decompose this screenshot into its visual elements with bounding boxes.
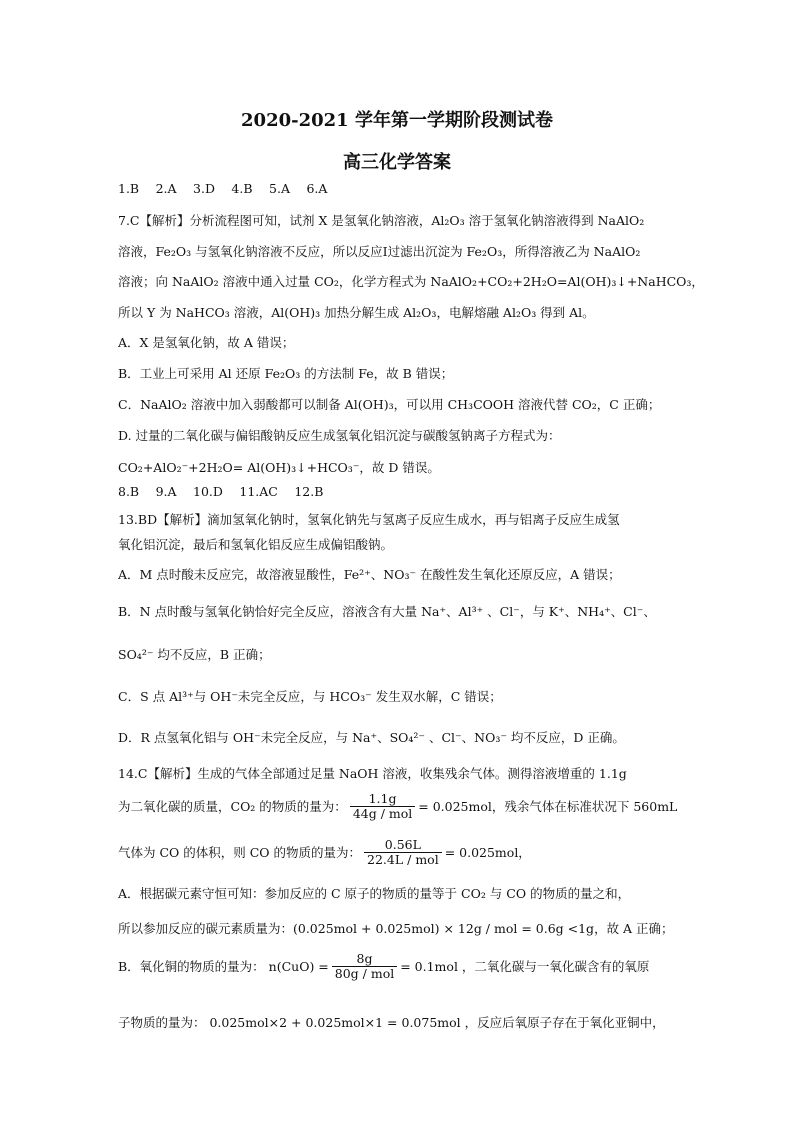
q14-option-a-2: 所以参加反应的碳元素质量为：(0.025mol + 0.025mol) × 12g / mol = 0.6g <1g，故 A 正确； xyxy=(118,921,674,936)
q7-option-a: A．X 是氢氧化钠，故 A 错误； xyxy=(118,335,295,350)
q7-option-d-2: CO₂+AlO₂⁻+2H₂O= Al(OH)₃↓+HCO₃⁻，故 D 错误。 xyxy=(118,460,440,475)
fraction-denominator: 80g / mol xyxy=(334,966,395,981)
answer-line-8-12: 8.B 9.A 10.D 11.AC 12.B xyxy=(118,484,324,499)
fraction-denominator: 22.4L / mol xyxy=(367,852,439,867)
fraction-numerator: 8g xyxy=(332,952,397,967)
q13-line-2: 氧化铝沉淀，最后和氢氧化铝反应生成偏铝酸钠。 xyxy=(118,537,394,552)
q14-option-a-1: A．根据碳元素守恒可知：参加反应的 C 原子的物质的量等于 CO₂ 与 CO 的物质的量之和， xyxy=(118,886,631,901)
q14-line-3-suffix: = 0.025mol， xyxy=(444,844,531,860)
co2-moles-fraction xyxy=(350,792,415,821)
q7-line-4: 所以 Y 为 NaHCO₃ 溶液，Al(OH)₃ 加热分解生成 Al₂O₃，电解熔融 Al₂O₃ 得到 Al。 xyxy=(118,305,595,320)
q14-line-1: 14.C【解析】生成的气体全部通过足量 NaOH 溶液，收集残余气体。测得溶液增重的 1.1g xyxy=(118,766,627,781)
page-title: 2020-2021 学年第一学期阶段测试卷 xyxy=(241,110,553,131)
q14-line-2-prefix: 为二氧化碳的质量，CO₂ 的物质的量为： xyxy=(118,798,347,814)
cuo-moles-fraction xyxy=(332,952,397,981)
fraction-numerator: 1.1g xyxy=(350,792,415,807)
q13-option-c: C．S 点 Al³⁺与 OH⁻未完全反应，与 HCO₃⁻ 发生双水解，C 错误； xyxy=(118,689,502,704)
co-moles-fraction xyxy=(364,838,442,867)
q14-line-2-suffix: = 0.025mol，残余气体在标准状况下 560mL xyxy=(418,798,678,814)
q13-line-1: 13.BD【解析】滴加氢氧化钠时，氢氧化钠先与氢离子反应生成水，再与铝离子反应生成氢 xyxy=(118,512,620,527)
fraction-numerator: 0.56L xyxy=(364,838,442,853)
q13-option-b-2: SO₄²⁻ 均不反应，B 正确； xyxy=(118,647,271,662)
page-subtitle: 高三化学答案 xyxy=(343,152,451,173)
q13-option-a: A．M 点时酸未反应完，故溶液显酸性，Fe²⁺、NO₃⁻ 在酸性发生氧化还原反应，A 错误； xyxy=(118,567,621,582)
fraction-denominator: 44g / mol xyxy=(352,806,413,821)
q14-line-3 xyxy=(118,838,678,867)
answer-line-1-6: 1.B 2.A 3.D 4.B 5.A 6.A xyxy=(118,181,328,196)
q7-line-2: 溶液，Fe₂O₃ 与氢氧化钠溶液不反应，所以反应Ⅰ过滤出沉淀为 Fe₂O₃，所得溶液乙为 NaAlO₂ xyxy=(118,244,641,259)
q14-option-b-1 xyxy=(118,952,678,981)
q13-option-d: D．R 点氢氧化铝与 OH⁻未完全反应，与 Na⁺、SO₄²⁻ 、Cl⁻、NO₃⁻ 均不反应，D 正确。 xyxy=(118,730,625,745)
q14-line-2 xyxy=(118,792,678,821)
q14-option-b-2: 子物质的量为： 0.025mol×2 + 0.025mol×1 = 0.075mol ，反应后氧原子存在于氧化亚铜中， xyxy=(118,1015,665,1030)
q7-option-d-1: D. 过量的二氧化碳与偏铝酸钠反应生成氢氧化铝沉淀与碳酸氢钠离子方程式为： xyxy=(118,428,561,443)
q7-line-1: 7.C【解析】分析流程图可知，试剂 X 是氢氧化钠溶液，Al₂O₃ 溶于氢氧化钠溶液得到 NaAlO₂ xyxy=(118,213,645,228)
q7-option-c: C．NaAlO₂ 溶液中加入弱酸都可以制备 Al(OH)₃，可以用 CH₃COOH 溶液代替 CO₂，C 正确； xyxy=(118,397,661,412)
q14-option-b-prefix: B．氧化铜的物质的量为： n(CuO) = xyxy=(118,958,329,974)
q13-option-b-1: B．N 点时酸与氢氧化钠恰好完全反应，溶液含有大量 Na⁺、Al³⁺ 、Cl⁻，与 K⁺、NH₄⁺、Cl⁻、 xyxy=(118,604,656,619)
q7-line-3: 溶液；向 NaAlO₂ 溶液中通入过量 CO₂，化学方程式为 NaAlO₂+CO₂+2H₂O=Al(OH)₃↓+NaHCO₃， xyxy=(118,274,704,289)
q14-line-3-prefix: 气体为 CO 的体积，则 CO 的物质的量为： xyxy=(118,844,362,860)
q14-option-b-suffix: = 0.1mol ，二氧化碳与一氧化碳含有的氧原 xyxy=(400,958,650,974)
q7-option-b: B．工业上可采用 Al 还原 Fe₂O₃ 的方法制 Fe，故 B 错误； xyxy=(118,366,454,381)
